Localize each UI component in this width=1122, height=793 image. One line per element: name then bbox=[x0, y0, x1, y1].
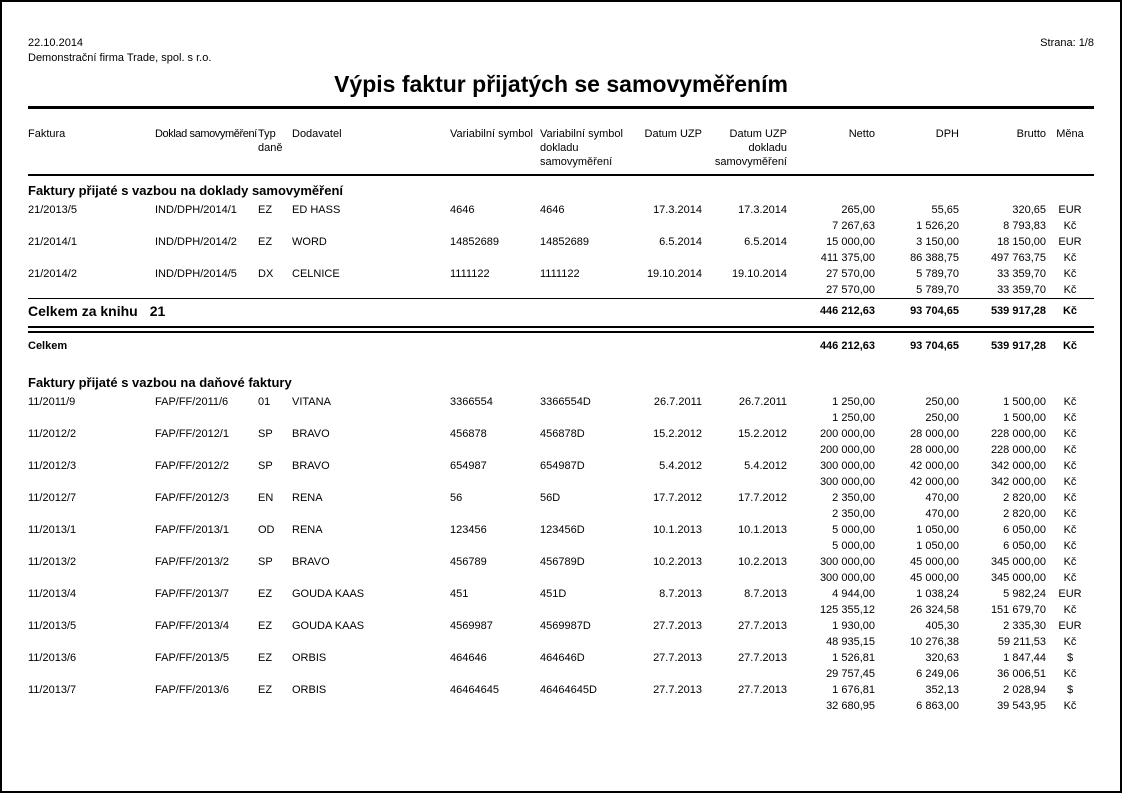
book-total-brutto: 539 917,28 bbox=[959, 299, 1046, 327]
cell-dph: 45 000,00 bbox=[910, 572, 959, 584]
cell-dodavatel: ED HASS bbox=[292, 204, 341, 216]
cell-dph: 3 150,00 bbox=[916, 236, 959, 248]
cell-mena: Kč bbox=[1063, 556, 1077, 568]
invoice-row bbox=[28, 266, 1094, 282]
cell-mena: Kč bbox=[1063, 524, 1077, 536]
cell-mena: EUR bbox=[1058, 236, 1082, 248]
invoice-row-domestic-line bbox=[28, 538, 1094, 554]
cell-datum: 17.3.2014 bbox=[653, 204, 702, 216]
cell-datum: 27.7.2013 bbox=[653, 652, 702, 664]
cell-spacer bbox=[28, 506, 787, 522]
col-header-datum: Datum UZP bbox=[636, 127, 702, 175]
cell-datum: 8.7.2013 bbox=[659, 588, 702, 600]
col-header-vs_doklad: Variabilní symbol dokladu samovyměření bbox=[540, 127, 636, 175]
cell-faktura: 21/2013/5 bbox=[28, 204, 77, 216]
cell-mena: EUR bbox=[1058, 588, 1082, 600]
cell-dph: 42 000,00 bbox=[910, 476, 959, 488]
cell-dodavatel: RENA bbox=[292, 524, 323, 536]
cell-faktura: 11/2013/2 bbox=[28, 556, 77, 568]
cell-brutto: 5 982,24 bbox=[1003, 588, 1046, 600]
cell-mena: Kč bbox=[1063, 252, 1077, 264]
cell-netto: 5 000,00 bbox=[832, 524, 875, 536]
cell-brutto: 2 820,00 bbox=[1003, 492, 1046, 504]
cell-mena: Kč bbox=[1063, 492, 1077, 504]
cell-mena: Kč bbox=[1063, 396, 1077, 408]
cell-datum_doklad: 17.3.2014 bbox=[738, 204, 787, 216]
invoice-row-domestic-line bbox=[28, 474, 1094, 490]
grand-total-row bbox=[28, 333, 1094, 358]
cell-datum: 19.10.2014 bbox=[646, 268, 702, 280]
cell-brutto: 345 000,00 bbox=[990, 572, 1046, 584]
cell-netto: 1 676,81 bbox=[832, 684, 875, 696]
cell-mena: Kč bbox=[1063, 268, 1077, 280]
column-header-row bbox=[28, 127, 1094, 175]
cell-spacer bbox=[28, 538, 787, 554]
cell-dph: 86 388,75 bbox=[910, 252, 959, 264]
cell-dph: 250,00 bbox=[925, 412, 959, 424]
cell-datum: 10.2.2013 bbox=[653, 556, 702, 568]
cell-faktura: 11/2012/3 bbox=[28, 460, 77, 472]
cell-faktura: 11/2011/9 bbox=[28, 396, 76, 408]
cell-spacer bbox=[28, 698, 787, 714]
cell-dph: 1 038,24 bbox=[916, 588, 959, 600]
cell-netto: 1 526,81 bbox=[832, 652, 875, 664]
invoice-row bbox=[28, 426, 1094, 442]
cell-dph: 352,13 bbox=[925, 684, 959, 696]
cell-brutto: 39 543,95 bbox=[997, 700, 1046, 712]
cell-datum: 6.5.2014 bbox=[659, 236, 702, 248]
cell-datum_doklad: 10.1.2013 bbox=[738, 524, 787, 536]
cell-mena: Kč bbox=[1063, 572, 1077, 584]
cell-netto: 125 355,12 bbox=[819, 604, 875, 616]
cell-netto: 29 757,45 bbox=[826, 668, 875, 680]
cell-datum_doklad: 19.10.2014 bbox=[731, 268, 787, 280]
invoice-row-domestic-line bbox=[28, 282, 1094, 299]
cell-doklad: FAP/FF/2013/2 bbox=[155, 556, 229, 568]
cell-netto: 1 250,00 bbox=[832, 412, 875, 424]
cell-vs: 456878 bbox=[450, 428, 487, 440]
cell-doklad: FAP/FF/2013/4 bbox=[155, 620, 229, 632]
invoice-table-body bbox=[28, 175, 1094, 714]
col-header-datum_doklad: Datum UZP dokladu samovyměření bbox=[702, 127, 787, 175]
cell-brutto: 497 763,75 bbox=[990, 252, 1046, 264]
cell-vs: 1111122 bbox=[450, 268, 490, 280]
cell-spacer bbox=[28, 474, 787, 490]
cell-typ: DX bbox=[258, 268, 274, 280]
col-header-vs: Variabilní symbol bbox=[450, 127, 540, 175]
cell-vs: 123456 bbox=[450, 524, 487, 536]
cell-typ: OD bbox=[258, 524, 275, 536]
cell-vs_doklad: 123456D bbox=[540, 524, 585, 536]
cell-vs_doklad: 4569987D bbox=[540, 620, 591, 632]
cell-doklad: FAP/FF/2013/6 bbox=[155, 684, 229, 696]
cell-netto: 265,00 bbox=[841, 204, 875, 216]
invoice-row bbox=[28, 394, 1094, 410]
cell-vs_doklad: 14852689 bbox=[540, 236, 589, 248]
cell-datum_doklad: 27.7.2013 bbox=[738, 620, 787, 632]
invoice-row bbox=[28, 458, 1094, 474]
cell-spacer bbox=[28, 634, 787, 650]
col-header-mena: Měna bbox=[1046, 127, 1094, 175]
cell-brutto: 33 359,70 bbox=[997, 268, 1046, 280]
cell-spacer bbox=[28, 570, 787, 586]
invoice-row-domestic-line bbox=[28, 698, 1094, 714]
cell-typ: EZ bbox=[258, 204, 273, 216]
cell-dph: 10 276,38 bbox=[910, 636, 959, 648]
invoice-row-domestic-line bbox=[28, 634, 1094, 650]
cell-brutto: 59 211,53 bbox=[997, 636, 1046, 648]
cell-vs: 56 bbox=[450, 492, 463, 504]
invoice-row bbox=[28, 586, 1094, 602]
cell-doklad: FAP/FF/2013/1 bbox=[155, 524, 229, 536]
book-total-row bbox=[28, 299, 1094, 327]
cell-vs: 4569987 bbox=[450, 620, 493, 632]
invoice-row-domestic-line bbox=[28, 602, 1094, 618]
cell-typ: SP bbox=[258, 460, 273, 472]
cell-netto: 2 350,00 bbox=[832, 508, 875, 520]
cell-brutto: 6 050,00 bbox=[1003, 540, 1046, 552]
cell-mena: Kč bbox=[1063, 540, 1077, 552]
cell-dph: 1 050,00 bbox=[916, 540, 959, 552]
cell-mena: Kč bbox=[1063, 460, 1077, 472]
cell-mena: Kč bbox=[1063, 284, 1077, 296]
cell-spacer bbox=[28, 250, 787, 266]
cell-datum: 27.7.2013 bbox=[653, 620, 702, 632]
report-header bbox=[28, 2, 1094, 109]
cell-dodavatel: BRAVO bbox=[292, 428, 330, 440]
cell-netto: 27 570,00 bbox=[826, 284, 875, 296]
cell-vs_doklad: 3366554D bbox=[540, 396, 591, 408]
col-header-netto: Netto bbox=[787, 127, 875, 175]
cell-datum: 17.7.2012 bbox=[653, 492, 702, 504]
cell-typ: EN bbox=[258, 492, 274, 504]
cell-dph: 42 000,00 bbox=[910, 460, 959, 472]
cell-vs: 14852689 bbox=[450, 236, 499, 248]
invoice-row bbox=[28, 554, 1094, 570]
cell-netto: 32 680,95 bbox=[826, 700, 875, 712]
book-total-netto: 446 212,63 bbox=[787, 299, 875, 327]
cell-mena: Kč bbox=[1063, 508, 1077, 520]
grand-total-netto: 446 212,63 bbox=[819, 340, 875, 352]
section-heading: Faktury přijaté s vazbou na daňové faktury bbox=[28, 375, 292, 390]
cell-doklad: FAP/FF/2012/3 bbox=[155, 492, 229, 504]
cell-vs_doklad: 1111122 bbox=[540, 268, 580, 280]
cell-netto: 15 000,00 bbox=[826, 236, 875, 248]
col-header-faktura: Faktura bbox=[28, 127, 155, 175]
grand-total-dph: 93 704,65 bbox=[910, 340, 959, 352]
cell-doklad: IND/DPH/2014/1 bbox=[155, 204, 237, 216]
cell-dodavatel: GOUDA KAAS bbox=[292, 588, 365, 600]
section-heading-row bbox=[28, 175, 1094, 202]
cell-brutto: 36 006,51 bbox=[997, 668, 1046, 680]
cell-datum: 15.2.2012 bbox=[653, 428, 702, 440]
cell-mena: Kč bbox=[1063, 412, 1077, 424]
cell-datum_doklad: 27.7.2013 bbox=[738, 652, 787, 664]
cell-mena: Kč bbox=[1063, 636, 1077, 648]
cell-netto: 5 000,00 bbox=[832, 540, 875, 552]
cell-dph: 250,00 bbox=[925, 396, 959, 408]
invoice-row-domestic-line bbox=[28, 218, 1094, 234]
cell-netto: 200 000,00 bbox=[819, 428, 875, 440]
cell-mena: $ bbox=[1066, 684, 1074, 696]
cell-brutto: 2 028,94 bbox=[1003, 684, 1046, 696]
book-total-text: Celkem za knihu bbox=[28, 303, 138, 319]
cell-spacer bbox=[28, 602, 787, 618]
report-date: 22.10.2014 bbox=[28, 37, 84, 49]
invoice-row-domestic-line bbox=[28, 250, 1094, 266]
cell-netto: 1 250,00 bbox=[832, 396, 875, 408]
cell-vs: 654987 bbox=[450, 460, 487, 472]
cell-faktura: 11/2012/2 bbox=[28, 428, 77, 440]
cell-netto: 48 935,15 bbox=[826, 636, 875, 648]
cell-spacer bbox=[28, 410, 787, 426]
cell-doklad: IND/DPH/2014/2 bbox=[155, 236, 237, 248]
cell-netto: 300 000,00 bbox=[819, 572, 875, 584]
cell-dph: 470,00 bbox=[925, 492, 959, 504]
cell-doklad: FAP/FF/2011/6 bbox=[155, 396, 229, 408]
cell-datum_doklad: 17.7.2012 bbox=[738, 492, 787, 504]
cell-brutto: 2 335,30 bbox=[1003, 620, 1046, 632]
cell-mena: Kč bbox=[1063, 476, 1077, 488]
cell-brutto: 320,65 bbox=[1012, 204, 1046, 216]
cell-dph: 470,00 bbox=[925, 508, 959, 520]
cell-mena: EUR bbox=[1058, 620, 1082, 632]
cell-datum: 26.7.2011 bbox=[653, 396, 702, 408]
cell-netto: 300 000,00 bbox=[819, 476, 875, 488]
cell-brutto: 6 050,00 bbox=[1003, 524, 1046, 536]
company-name: Demonstrační firma Trade, spol. s r.o. bbox=[28, 52, 212, 64]
col-header-doklad: Doklad samovyměření bbox=[155, 127, 258, 175]
cell-datum_doklad: 6.5.2014 bbox=[744, 236, 787, 248]
col-header-dph: DPH bbox=[875, 127, 959, 175]
cell-mena: Kč bbox=[1063, 700, 1077, 712]
cell-brutto: 1 500,00 bbox=[1003, 412, 1046, 424]
double-rule-row bbox=[28, 326, 1094, 333]
cell-mena: $ bbox=[1066, 652, 1074, 664]
cell-typ: EZ bbox=[258, 684, 273, 696]
section-heading: Faktury přijaté s vazbou na doklady samovyměření bbox=[28, 183, 344, 198]
cell-doklad: IND/DPH/2014/5 bbox=[155, 268, 237, 280]
cell-vs: 451 bbox=[450, 588, 469, 600]
cell-dodavatel: BRAVO bbox=[292, 556, 330, 568]
report-title: Výpis faktur přijatých se samovyměřením bbox=[334, 71, 788, 97]
cell-vs_doklad: 456789D bbox=[540, 556, 585, 568]
cell-vs: 46464645 bbox=[450, 684, 499, 696]
grand-total-brutto: 539 917,28 bbox=[990, 340, 1046, 352]
cell-spacer bbox=[28, 218, 787, 234]
cell-dodavatel: VITANA bbox=[292, 396, 331, 408]
cell-datum_doklad: 15.2.2012 bbox=[738, 428, 787, 440]
cell-faktura: 11/2012/7 bbox=[28, 492, 77, 504]
cell-dph: 405,30 bbox=[925, 620, 959, 632]
cell-netto: 2 350,00 bbox=[832, 492, 875, 504]
cell-datum: 27.7.2013 bbox=[653, 684, 702, 696]
cell-dph: 26 324,58 bbox=[910, 604, 959, 616]
invoice-row-domestic-line bbox=[28, 442, 1094, 458]
cell-brutto: 228 000,00 bbox=[990, 428, 1046, 440]
cell-typ: SP bbox=[258, 428, 273, 440]
cell-vs_doklad: 456878D bbox=[540, 428, 585, 440]
cell-brutto: 228 000,00 bbox=[990, 444, 1046, 456]
cell-netto: 27 570,00 bbox=[826, 268, 875, 280]
invoices-table bbox=[28, 127, 1094, 714]
cell-vs_doklad: 464646D bbox=[540, 652, 585, 664]
cell-mena: EUR bbox=[1058, 204, 1082, 216]
cell-faktura: 11/2013/5 bbox=[28, 620, 77, 632]
cell-vs_doklad: 46464645D bbox=[540, 684, 597, 696]
cell-dodavatel: ORBIS bbox=[292, 652, 327, 664]
cell-mena: Kč bbox=[1063, 444, 1077, 456]
cell-vs: 3366554 bbox=[450, 396, 493, 408]
invoice-row bbox=[28, 490, 1094, 506]
cell-netto: 411 375,00 bbox=[820, 252, 875, 264]
cell-brutto: 342 000,00 bbox=[990, 460, 1046, 472]
cell-typ: 01 bbox=[258, 396, 271, 408]
cell-dodavatel: BRAVO bbox=[292, 460, 330, 472]
cell-dodavatel: WORD bbox=[292, 236, 327, 248]
invoice-row-domestic-line bbox=[28, 666, 1094, 682]
cell-datum_doklad: 26.7.2011 bbox=[738, 396, 787, 408]
cell-vs_doklad: 654987D bbox=[540, 460, 585, 472]
cell-brutto: 151 679,70 bbox=[990, 604, 1046, 616]
invoice-row bbox=[28, 234, 1094, 250]
invoice-row-domestic-line bbox=[28, 570, 1094, 586]
cell-typ: SP bbox=[258, 556, 273, 568]
section-heading-row bbox=[28, 358, 1094, 394]
cell-brutto: 1 500,00 bbox=[1003, 396, 1046, 408]
cell-dph: 28 000,00 bbox=[910, 444, 959, 456]
cell-dph: 5 789,70 bbox=[916, 284, 959, 296]
col-header-dodavatel: Dodavatel bbox=[292, 127, 450, 175]
double-rule bbox=[28, 326, 1094, 333]
cell-dph: 45 000,00 bbox=[910, 556, 959, 568]
cell-dph: 6 863,00 bbox=[916, 700, 959, 712]
cell-faktura: 21/2014/1 bbox=[28, 236, 77, 248]
cell-faktura: 11/2013/6 bbox=[28, 652, 77, 664]
cell-dph: 28 000,00 bbox=[910, 428, 959, 440]
cell-spacer bbox=[28, 282, 787, 299]
cell-spacer bbox=[28, 666, 787, 682]
cell-dodavatel: RENA bbox=[292, 492, 323, 504]
cell-vs_doklad: 56D bbox=[540, 492, 561, 504]
cell-vs_doklad: 4646 bbox=[540, 204, 565, 216]
book-total-label bbox=[28, 299, 787, 327]
cell-dodavatel: ORBIS bbox=[292, 684, 327, 696]
cell-spacer bbox=[28, 442, 787, 458]
col-header-typ: Typ daně bbox=[258, 127, 292, 175]
cell-datum_doklad: 27.7.2013 bbox=[738, 684, 787, 696]
cell-mena: Kč bbox=[1063, 604, 1077, 616]
page-number: Strana: 1/8 bbox=[1040, 37, 1094, 49]
invoice-row bbox=[28, 650, 1094, 666]
cell-dph: 6 249,06 bbox=[916, 668, 959, 680]
cell-datum_doklad: 5.4.2012 bbox=[744, 460, 787, 472]
cell-typ: EZ bbox=[258, 588, 273, 600]
cell-vs: 4646 bbox=[450, 204, 475, 216]
invoice-row-domestic-line bbox=[28, 410, 1094, 426]
invoice-row bbox=[28, 202, 1094, 218]
cell-dph: 1 050,00 bbox=[916, 524, 959, 536]
cell-netto: 7 267,63 bbox=[832, 220, 875, 232]
cell-mena: Kč bbox=[1063, 668, 1077, 680]
cell-dodavatel: GOUDA KAAS bbox=[292, 620, 365, 632]
cell-dph: 55,65 bbox=[931, 204, 959, 216]
cell-typ: EZ bbox=[258, 620, 273, 632]
cell-dph: 5 789,70 bbox=[916, 268, 959, 280]
cell-datum: 5.4.2012 bbox=[659, 460, 702, 472]
book-total-dph: 93 704,65 bbox=[875, 299, 959, 327]
invoice-row-domestic-line bbox=[28, 506, 1094, 522]
cell-typ: EZ bbox=[258, 236, 273, 248]
grand-total-mena: Kč bbox=[1062, 340, 1078, 352]
cell-doklad: FAP/FF/2012/1 bbox=[155, 428, 229, 440]
book-number: 21 bbox=[149, 303, 166, 319]
cell-netto: 4 944,00 bbox=[832, 588, 875, 600]
cell-vs_doklad: 451D bbox=[540, 588, 567, 600]
invoice-row bbox=[28, 682, 1094, 698]
cell-datum_doklad: 10.2.2013 bbox=[738, 556, 787, 568]
cell-datum: 10.1.2013 bbox=[653, 524, 702, 536]
cell-netto: 1 930,00 bbox=[832, 620, 875, 632]
book-total-mena: Kč bbox=[1046, 299, 1094, 327]
cell-netto: 300 000,00 bbox=[819, 556, 875, 568]
cell-dodavatel: CELNICE bbox=[292, 268, 340, 280]
cell-vs: 456789 bbox=[450, 556, 487, 568]
cell-mena: Kč bbox=[1063, 428, 1077, 440]
cell-netto: 300 000,00 bbox=[819, 460, 875, 472]
cell-datum_doklad: 8.7.2013 bbox=[744, 588, 787, 600]
cell-brutto: 345 000,00 bbox=[990, 556, 1046, 568]
col-header-brutto: Brutto bbox=[959, 127, 1046, 175]
cell-faktura: 11/2013/4 bbox=[28, 588, 77, 600]
cell-doklad: FAP/FF/2013/7 bbox=[155, 588, 229, 600]
cell-brutto: 2 820,00 bbox=[1003, 508, 1046, 520]
cell-brutto: 342 000,00 bbox=[990, 476, 1046, 488]
cell-mena: Kč bbox=[1063, 220, 1077, 232]
cell-dph: 320,63 bbox=[925, 652, 959, 664]
cell-brutto: 18 150,00 bbox=[997, 236, 1046, 248]
cell-brutto: 33 359,70 bbox=[997, 284, 1046, 296]
grand-total-label: Celkem bbox=[28, 340, 68, 352]
cell-brutto: 8 793,83 bbox=[1003, 220, 1046, 232]
cell-vs: 464646 bbox=[450, 652, 487, 664]
invoice-row bbox=[28, 618, 1094, 634]
cell-netto: 200 000,00 bbox=[819, 444, 875, 456]
cell-dph: 1 526,20 bbox=[916, 220, 959, 232]
cell-faktura: 11/2013/7 bbox=[28, 684, 77, 696]
invoice-row bbox=[28, 522, 1094, 538]
cell-faktura: 21/2014/2 bbox=[28, 268, 77, 280]
cell-doklad: FAP/FF/2013/5 bbox=[155, 652, 229, 664]
double-rule-cell bbox=[28, 326, 1094, 333]
cell-brutto: 1 847,44 bbox=[1003, 652, 1046, 664]
cell-typ: EZ bbox=[258, 652, 273, 664]
cell-faktura: 11/2013/1 bbox=[28, 524, 77, 536]
cell-doklad: FAP/FF/2012/2 bbox=[155, 460, 229, 472]
